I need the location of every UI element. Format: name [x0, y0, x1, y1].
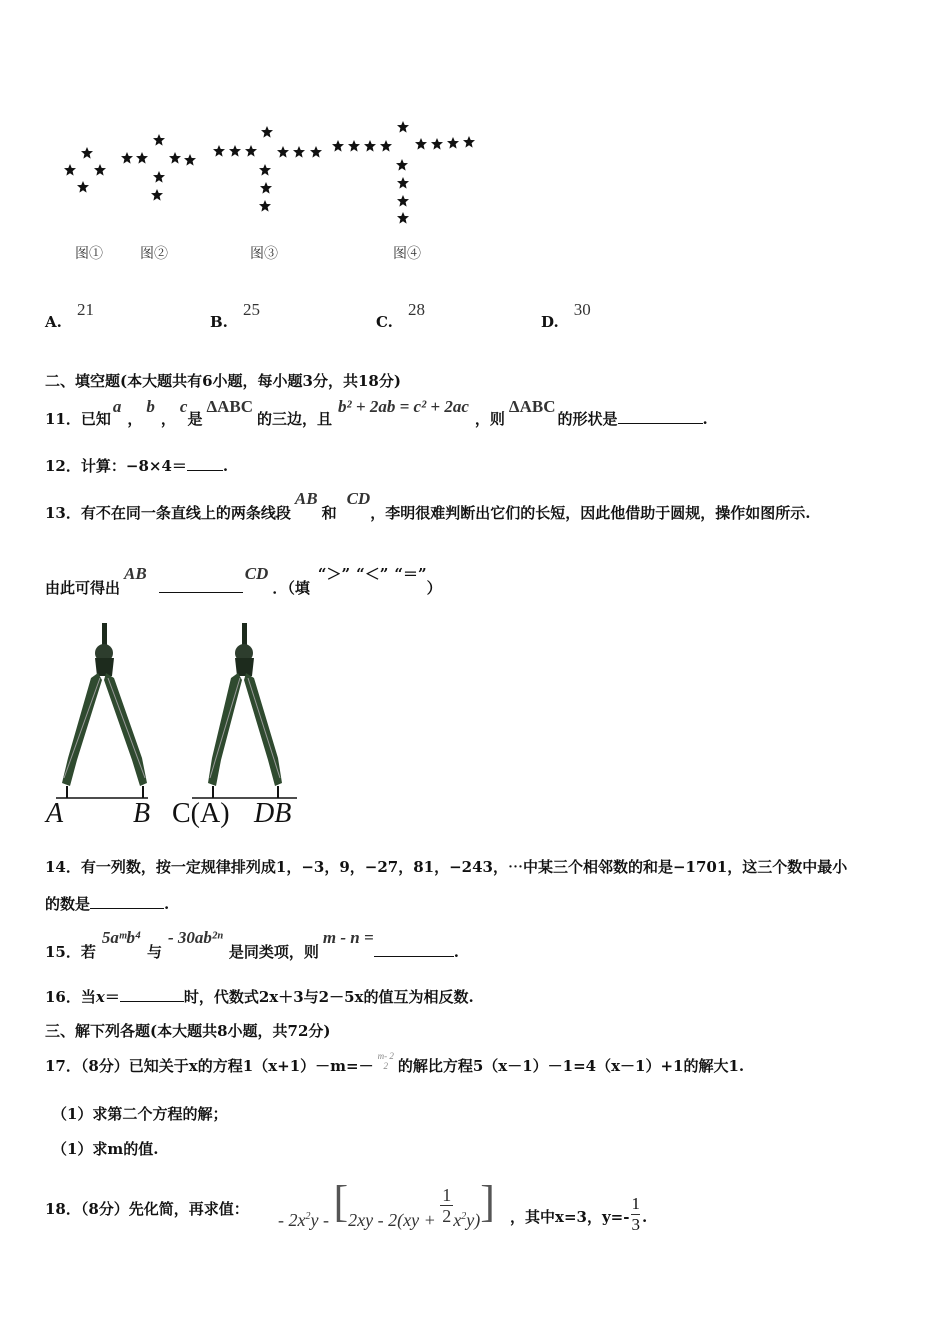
figure-caption-3: 图③ [250, 247, 278, 262]
section-2-heading: 二、填空题(本大题共有6小题，每小题3分，共18分) [45, 372, 401, 390]
question-13-line2: 由此可得出AB CD．（填“＞” “＜” “＝”） [45, 564, 442, 597]
answer-blank[interactable] [618, 409, 703, 424]
answer-blank[interactable] [374, 942, 454, 957]
question-17-part2: （1）求m的值. [52, 1140, 159, 1158]
compass-figure [42, 618, 312, 833]
label-d-b: DB [254, 798, 292, 829]
question-15: 15．若5aᵐb⁴与- 30ab²ⁿ是同类项，则m - n =. [45, 928, 459, 961]
figure-caption-2: 图② [140, 247, 168, 262]
option-value: 25 [243, 300, 260, 319]
question-17-part1: （1）求第二个方程的解； [52, 1105, 228, 1123]
question-16: 16．当x＝ 时，代数式2x＋3与2－5x的值互为相反数. [45, 988, 474, 1006]
label-a: A [46, 798, 64, 829]
question-13: 13．有不在同一条直线上的两条线段AB和CD，李明很难判断出它们的长短，因此他借助于圆规，操作如图所示. [45, 489, 811, 522]
option-value: 28 [408, 300, 425, 319]
option-letter: B. [210, 313, 228, 331]
expression-18: - $2x^2y - [2xy - 2(xy$ + $\frac{1}{2}$ $x^2y$)] [278, 1177, 495, 1230]
option-d[interactable] [541, 300, 591, 332]
pattern-4 [332, 121, 475, 224]
pattern-3 [213, 126, 322, 212]
answer-blank[interactable] [120, 987, 184, 1002]
question-14-line2: 的数是 . [45, 895, 170, 913]
section-3-heading: 三、解下列各题(本大题共8小题，共72分) [45, 1022, 331, 1040]
fraction-1-over-3: $\frac{1}{3}$ [631, 1194, 640, 1234]
option-value: 30 [573, 300, 591, 319]
option-value: 21 [76, 300, 94, 319]
compass-right [192, 623, 297, 798]
pattern-2 [121, 134, 196, 201]
question-14: 14．有一列数，按一定规律排列成1，−3，9，−27，81，−243，⋯中某三个相邻数的和是−1701，这三个数中最小 [45, 858, 848, 876]
option-c[interactable] [376, 300, 425, 332]
compass-left [56, 623, 148, 798]
option-a[interactable] [45, 300, 94, 332]
pattern-1 [64, 147, 106, 193]
label-b: B [133, 798, 151, 829]
figure-caption-1: 图① [75, 247, 103, 262]
option-letter: A. [45, 313, 62, 331]
option-b[interactable] [210, 300, 260, 332]
answer-blank[interactable] [159, 578, 243, 593]
label-c-a: C(A) [172, 798, 230, 829]
question-11: 11．已知a，b，c是ΔABC的三边，且b² + 2ab = c² + 2ac，则ΔABC的形状是 . [45, 397, 708, 428]
question-18: 18．（8分）先化简，再求值： [45, 1200, 249, 1218]
answer-blank[interactable] [187, 456, 223, 471]
question-18-tail: ，其中x=3，y=- $\frac{1}{3}$ . [510, 1194, 648, 1234]
option-letter: C. [376, 313, 393, 331]
fraction-m-2-over-2: m- 2 2 [377, 1051, 394, 1071]
question-12: 12．计算：−8×4＝ . [45, 457, 229, 475]
option-letter: D. [541, 313, 559, 331]
answer-blank[interactable] [90, 894, 164, 909]
figure-caption-4: 图④ [393, 247, 421, 262]
question-17: 17．（8分）已知关于x的方程1（x+1）－m=－ m- 2 2 的解比方程5（x－1）－1=4（x－1）+1的解大1. [45, 1051, 745, 1075]
